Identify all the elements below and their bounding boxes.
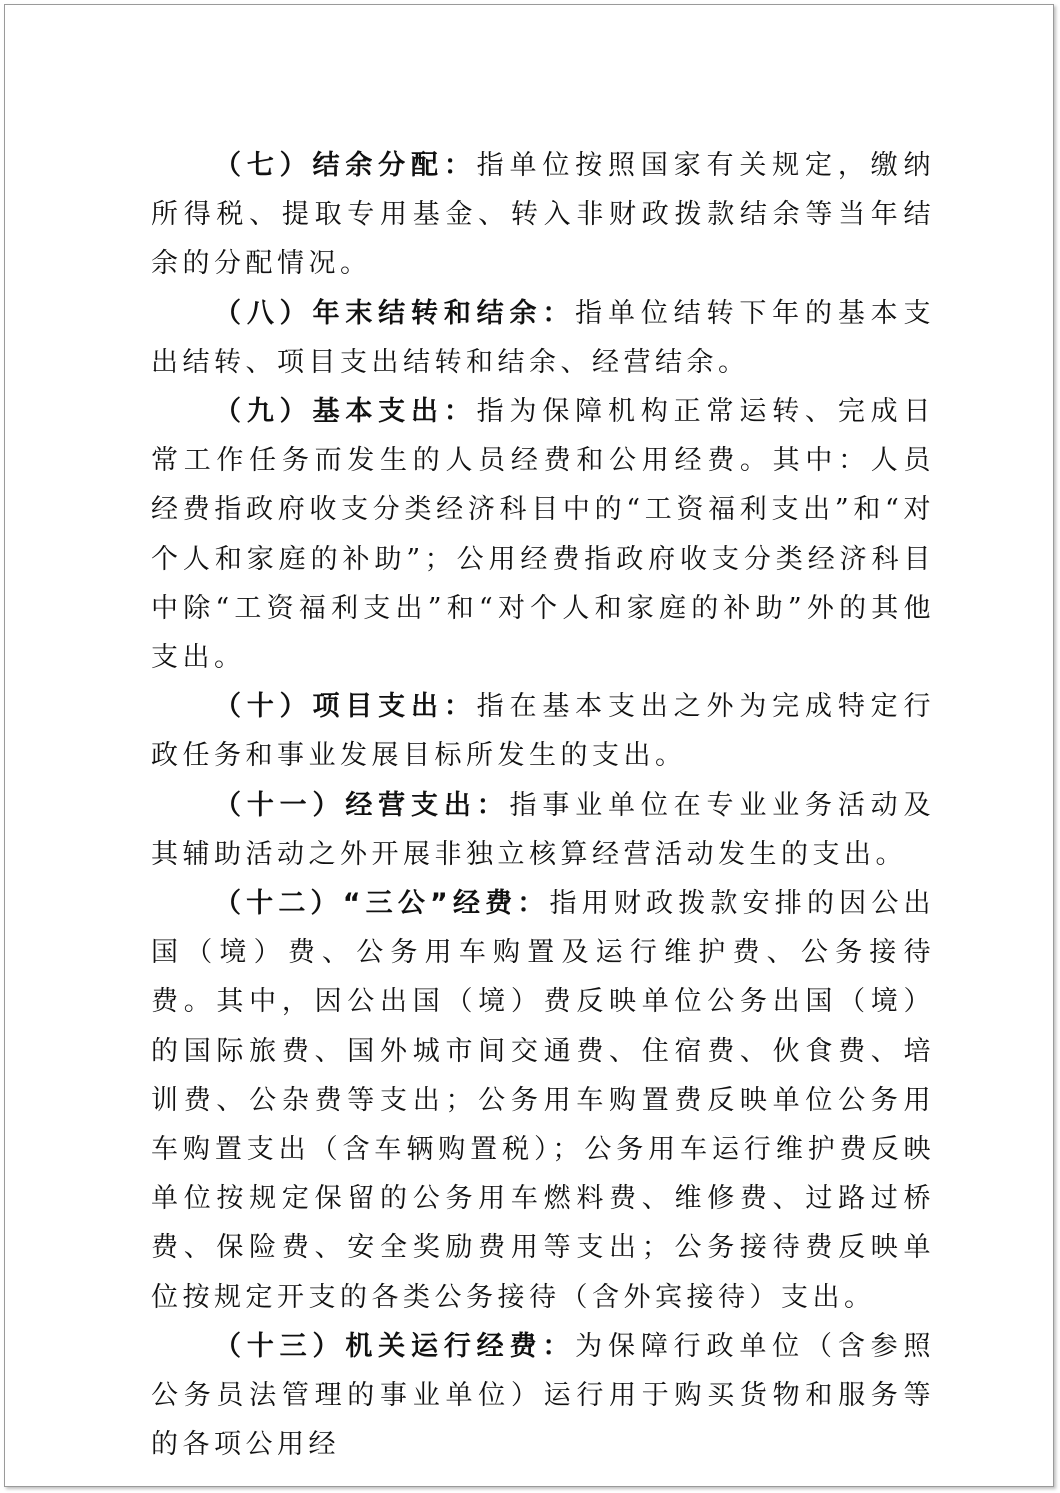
term-heading: （七）结余分配： xyxy=(214,150,477,181)
paragraph-7 xyxy=(151,141,935,289)
term-definition: 指用财政拨款安排的因公出国（境）费、公务用车购置及运行维护费、公务接待费。其中，因公出国（境）费反映单位公务出国（境）的国际旅费、国外城市间交通费、住宿费、伙食费、培训费、公杂费等支出；公务用车购置费反映单位公务用车购置支出（含车辆购置税）；公务用车运行维护费反映单位按规定保留的公务用车燃料费、维修费、过路过桥费、保险费、安全奖励费用等支出；公务接待费反映单位按规定开支的各类公务接待（含外宾接待）支出。 xyxy=(151,888,935,1313)
term-heading: （十二）“三公”经费： xyxy=(214,888,550,920)
term-definition: 指为保障机构正常运转、完成日常工作任务而发生的人员经费和公用经费。其中：人员经费指政府收支分类经济科目中的“工资福利支出”和“对个人和家庭的补助”；公用经费指政府收支分类经济科目中除“工资福利支出”和“对个人和家庭的补助”外的其他支出。 xyxy=(151,396,936,674)
paragraph-13 xyxy=(151,1322,935,1470)
term-heading: （八）年末结转和结余： xyxy=(214,297,576,329)
term-heading: （十一）经营支出： xyxy=(214,789,510,821)
term-heading: （十）项目支出： xyxy=(214,691,477,723)
term-heading: （十三）机关运行经费： xyxy=(214,1330,576,1362)
paragraph-9 xyxy=(151,387,935,682)
paragraph-11 xyxy=(151,781,935,879)
paragraph-12 xyxy=(151,879,935,1322)
term-definition: 指单位按照国家有关规定，缴纳所得税、提取专用基金、转入非财政拨款结余等当年结余的分配情况。 xyxy=(151,150,936,280)
term-definition: 指事业单位在专业业务活动及其辅助活动之外开展非独立核算经营活动发生的支出。 xyxy=(151,789,935,870)
paragraph-8 xyxy=(151,289,935,387)
term-definition: 为保障行政单位（含参照公务员法管理的事业单位）运行用于购买货物和服务等的各项公用经 xyxy=(151,1330,936,1461)
document-page xyxy=(4,4,1054,1487)
term-definition: 指单位结转下年的基本支出结转、项目支出结转和结余、经营结余。 xyxy=(151,297,936,378)
term-heading: （九）基本支出： xyxy=(214,396,477,428)
document-body xyxy=(151,141,935,1469)
term-definition: 指在基本支出之外为完成特定行政任务和事业发展目标所发生的支出。 xyxy=(151,691,936,772)
paragraph-10 xyxy=(151,682,935,780)
